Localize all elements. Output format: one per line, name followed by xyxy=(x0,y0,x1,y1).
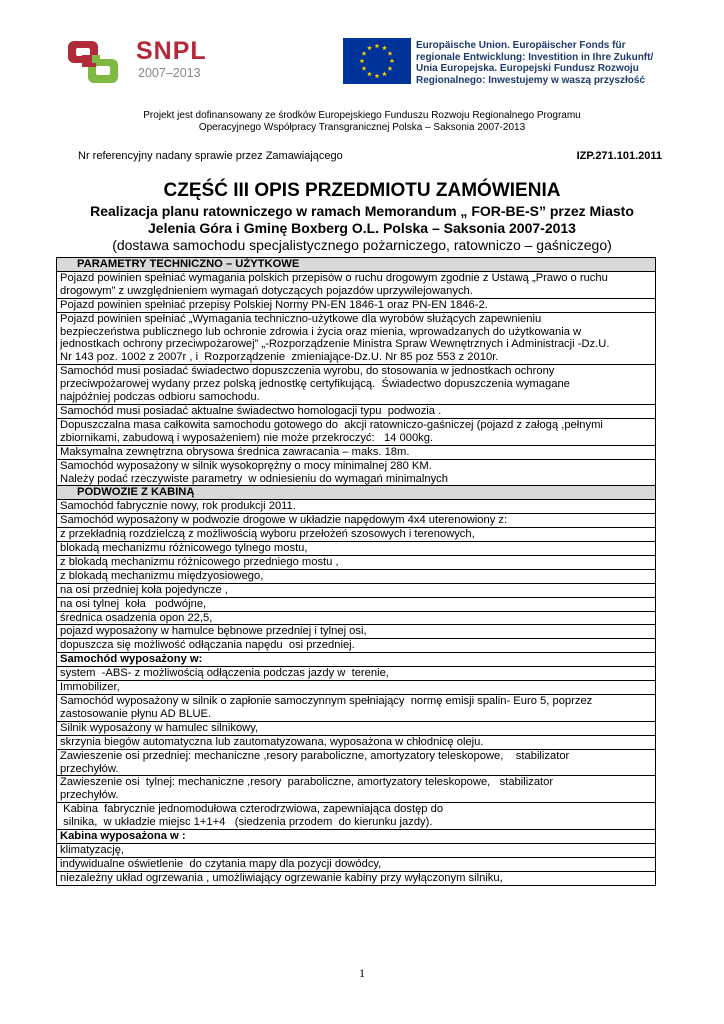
cell-line: system -ABS- z możliwością odłączenia podczas jazdy w terenie, xyxy=(60,667,389,680)
table-cell xyxy=(57,803,656,830)
table-row xyxy=(57,681,656,695)
cell-line: Zawieszenie osi przedniej: mechaniczne ,resory paraboliczne, amortyzatory teleskopowe, stabilizator xyxy=(60,749,570,762)
reference-label: Nr referencyjny nadany sprawie przez Zamawiającego xyxy=(78,150,343,162)
eu-line: Europäische Union. Europäischer Fonds für xyxy=(416,40,626,51)
table-row xyxy=(57,542,656,556)
table-cell xyxy=(57,555,656,569)
cell-line: przeciwpożarowej wydany przez polską jednostkę certyfikującą. Świadectwo dopuszczenia wymagane xyxy=(60,378,570,391)
cell-line: zastosowanie płynu AD BLUE. xyxy=(60,707,212,720)
table-cell xyxy=(57,459,656,486)
cell-line: Pojazd powinien spełniać wymagania polskich przepisów o ruchu drogowym zgodnie z Ustawą „Prawo o ruchu xyxy=(60,271,608,284)
section-header-row xyxy=(57,653,656,667)
cell-line: bezpieczeństwa publicznego lub ochronie zdrowia i życia oraz mienia, wprowadzanych do użytkowania w xyxy=(60,325,582,338)
table-row xyxy=(57,555,656,569)
table-cell xyxy=(57,735,656,749)
section-header-row xyxy=(57,258,656,272)
table-row xyxy=(57,528,656,542)
table-row xyxy=(57,871,656,885)
table-cell xyxy=(57,542,656,556)
cell-line: Samochód wyposażony w podwozie drogowe w układzie napędowym 4x4 uterenowiony z: xyxy=(60,514,508,527)
section-header-row xyxy=(57,830,656,844)
table-cell xyxy=(57,625,656,639)
cell-line: silnika, w układzie miejsc 1+1+4 (siedzenia przodem do kierunku jazdy). xyxy=(60,816,433,829)
section-header-row xyxy=(57,486,656,500)
table-cell xyxy=(57,514,656,528)
cell-line: Należy podać rzeczywiste parametry w odniesieniu do wymagań minimalnych xyxy=(60,472,449,485)
document-subtitle xyxy=(40,203,684,237)
table-row xyxy=(57,695,656,722)
eu-fund-text xyxy=(416,40,676,86)
cell-line: drogowym” z uwzględnieniem wymagań dotyczących pojazdów uprzywilejowanych. xyxy=(60,284,473,297)
document-title: CZĘŚĆ III OPIS PRZEDMIOTU ZAMÓWIENIA xyxy=(163,180,561,201)
table-row xyxy=(57,312,656,365)
table-row xyxy=(57,611,656,625)
cell-line: Samochód fabrycznie nowy, rok produkcji 2011. xyxy=(60,500,296,513)
table-row xyxy=(57,514,656,528)
table-cell xyxy=(57,445,656,459)
cell-line: z blokadą mechanizmu międzyosiowego, xyxy=(60,569,264,582)
cell-line: pojazd wyposażony w hamulce bębnowe przedniej i tylnej osi, xyxy=(60,625,367,638)
table-row xyxy=(57,404,656,418)
snpl-emblem-icon xyxy=(66,37,128,89)
eu-line: Unia Europejska. Europejski Fundusz Rozwoju xyxy=(416,63,639,74)
table-row xyxy=(57,583,656,597)
table-cell xyxy=(57,721,656,735)
cell-line: zbiornikami, zabudową i wyposażeniem) nie może przekroczyć: 14 000kg. xyxy=(60,431,434,444)
cell-line: Samochód musi posiadać świadectwo dopuszczenia wyrobu, do stosowania w jednostkach ochrony xyxy=(60,365,555,378)
section-header: Samochód wyposażony w: xyxy=(57,653,656,667)
project-line: Operacyjnego Współpracy Transgranicznej Polska – Saksonia 2007-2013 xyxy=(198,122,526,133)
table-row xyxy=(57,749,656,776)
table-cell xyxy=(57,597,656,611)
cell-line: najpóźniej podczas odbioru samochodu. xyxy=(60,391,260,404)
table-cell xyxy=(57,365,656,405)
table-row xyxy=(57,298,656,312)
table-row xyxy=(57,500,656,514)
subtitle-line: Realizacja planu ratowniczego w ramach Memorandum „ FOR-BE-S” przez Miasto xyxy=(90,203,634,219)
table-cell xyxy=(57,528,656,542)
eu-line: regionale Entwicklung: Investition in Ihre Zukunft/ xyxy=(416,51,654,63)
table-cell xyxy=(57,639,656,653)
table-row xyxy=(57,271,656,298)
page-header xyxy=(0,0,724,100)
cell-line: Dopuszczalna masa całkowita samochodu gotowego do akcji ratowniczo-gaśniczej (pojazd z załogą ,pełnymi xyxy=(60,418,603,431)
table-cell xyxy=(57,681,656,695)
snpl-name: SNPL xyxy=(136,37,207,65)
cell-line: Samochód wyposażony w silnik wysokoprężny o mocy minimalnej 280 KM. xyxy=(60,459,432,472)
document-subtitle-note: (dostawa samochodu specjalistycznego pożarniczego, ratowniczo – gaśniczego) xyxy=(112,237,612,253)
cell-line: na osi tylnej koła podwójne, xyxy=(60,597,207,610)
table-row xyxy=(57,569,656,583)
cell-line: Samochód wyposażony w silnik o zapłonie samoczynnym spełniający normę emisji spalin- Euro 5, poprzez xyxy=(60,695,593,707)
cell-line: skrzynia biegów automatyczna lub zautomatyzowana, wyposażona w chłodnicę oleju. xyxy=(60,735,484,748)
cell-line: Nr 143 poz. 1002 z 2007r , i Rozporządzenie zmieniające-Dz.U. Nr 85 poz 553 z 2010r. xyxy=(60,351,499,364)
cell-line: Silnik wyposażony w hamulec silnikowy, xyxy=(60,721,259,734)
cell-line: niezależny układ ogrzewania , umożliwiający ogrzewanie kabiny przy wyłączonym silniku, xyxy=(60,871,503,884)
table-cell xyxy=(57,569,656,583)
cell-line: indywidualne oświetlenie do czytania mapy dla pozycji dowódcy, xyxy=(60,857,382,870)
table-cell xyxy=(57,583,656,597)
specification-table xyxy=(56,257,656,886)
table-row xyxy=(57,459,656,486)
table-row xyxy=(57,597,656,611)
table-cell xyxy=(57,749,656,776)
table-cell xyxy=(57,857,656,871)
cell-line: dopuszcza się możliwość odłączania napędu osi przedniej. xyxy=(60,639,355,652)
cell-line: Pojazd powinien spełniać „Wymagania techniczno-użytkowe dla wyrobów służących zapewnieniu xyxy=(60,312,542,325)
table-row xyxy=(57,625,656,639)
table-row xyxy=(57,639,656,653)
table-row xyxy=(57,667,656,681)
section-header: Kabina wyposażona w : xyxy=(57,830,656,844)
cell-line: przechyłów. xyxy=(60,762,119,775)
table-row xyxy=(57,735,656,749)
table-cell xyxy=(57,695,656,722)
table-cell xyxy=(57,871,656,885)
table-row xyxy=(57,365,656,405)
table-row xyxy=(57,843,656,857)
subtitle-line: Jelenia Góra i Gminę Boxberg O.L. Polska – Saksonia 2007-2013 xyxy=(148,220,576,236)
table-cell xyxy=(57,312,656,365)
cell-line: Kabina fabrycznie jednomodułowa czterodrzwiowa, zapewniająca dostęp do xyxy=(60,803,444,816)
snpl-logo xyxy=(66,37,214,89)
table-cell xyxy=(57,667,656,681)
page-number: 1 xyxy=(359,966,365,980)
cell-line: na osi przedniej koła pojedyncze , xyxy=(60,583,228,596)
table-row xyxy=(57,776,656,803)
cell-line: średnica osadzenia opon 22,5, xyxy=(60,611,213,624)
reference-number: IZP.271.101.2011 xyxy=(576,150,662,162)
cell-line: Immobilizer, xyxy=(60,681,120,694)
cell-line: Maksymalna zewnętrzna obrysowa średnica zawracania – maks. 18m. xyxy=(60,445,410,458)
table-cell xyxy=(57,776,656,803)
eu-line: Regionalnego: Inwestujemy w waszą przyszłość xyxy=(416,74,645,86)
cell-line: Zawieszenie osi tylnej: mechaniczne ,resory paraboliczne, amortyzatory teleskopowe, stabilizator xyxy=(60,776,554,789)
eu-flag-icon xyxy=(343,38,411,84)
cell-line: jednostkach ochrony przeciwpożarowej” „-Rozporządzenie Ministra Spraw Wewnętrznych i Administracji -Dz.U. xyxy=(60,338,610,351)
cell-line: Pojazd powinien spełniać przepisy Polskiej Normy PN-EN 1846-1 oraz PN-EN 1846-2. xyxy=(60,298,488,311)
project-line: Projekt jest dofinansowany ze środków Europejskiego Funduszu Rozwoju Regionalnego Programu xyxy=(143,110,581,121)
section-header: PARAMETRY TECHNICZNO – UŻYTKOWE xyxy=(57,258,656,272)
table-cell xyxy=(57,843,656,857)
table-cell xyxy=(57,271,656,298)
snpl-years: 2007–2013 xyxy=(138,66,201,80)
table-row xyxy=(57,803,656,830)
table-row xyxy=(57,445,656,459)
cell-line: z przekładnią rozdzielczą z możliwością wyboru przełożeń szosowych i terenowych, xyxy=(60,528,475,541)
project-funding-note xyxy=(60,110,664,134)
cell-line: blokadą mechanizmu różnicowego tylnego mostu, xyxy=(60,542,308,555)
table-cell xyxy=(57,611,656,625)
table-cell xyxy=(57,404,656,418)
cell-line: przechyłów. xyxy=(60,789,119,802)
cell-line: z blokadą mechanizmu różnicowego przedniego mostu , xyxy=(60,555,339,568)
section-header: PODWOZIE Z KABINĄ xyxy=(57,486,656,500)
cell-line: Samochód musi posiadać aktualne świadectwo homologacji typu podwozia . xyxy=(60,404,442,417)
table-cell xyxy=(57,298,656,312)
table-cell xyxy=(57,500,656,514)
table-row xyxy=(57,721,656,735)
table-cell xyxy=(57,418,656,445)
cell-line: klimatyzację, xyxy=(60,843,125,856)
table-row xyxy=(57,857,656,871)
table-row xyxy=(57,418,656,445)
